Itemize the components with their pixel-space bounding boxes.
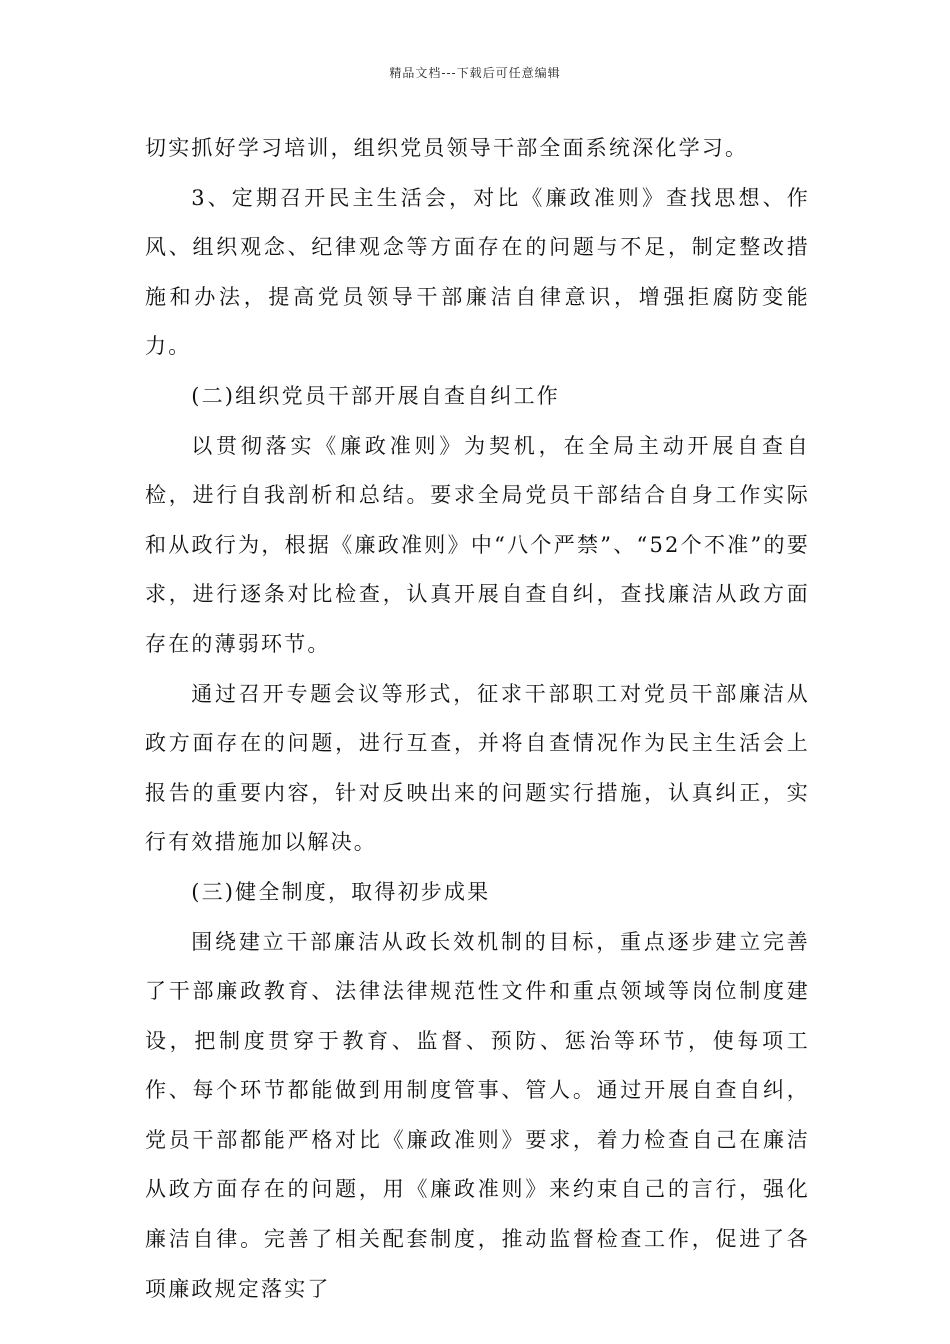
paragraph-2: 3、定期召开民主生活会，对比《廉政准则》查找思想、作风、组织观念、纪律观念等方面存在的问题与不足，制定整改措施和办法，提高党员领导干部廉洁自律意识，增强拒腐防变能力。 (145, 185, 810, 359)
paragraph-1: 切实抓好学习培训，组织党员领导干部全面系统深化学习。 (145, 136, 749, 160)
paragraph-5: 通过召开专题会议等形式，征求干部职工对党员干部廉洁从政方面存在的问题，进行互查，并将自查情况作为民主生活会上报告的重要内容，针对反映出来的问题实行措施，认真纠正，实行有效措施加以解决。 (145, 681, 810, 855)
paragraph-4: 以贯彻落实《廉政准则》为契机，在全局主动开展自查自检，进行自我剖析和总结。要求全局党员干部结合自身工作实际和从政行为，根据《廉政准则》中“八个严禁”、“52个不准”的要求，进行逐条对比检查，认真开展自查自纠，查找廉洁从政方面存在的薄弱环节。 (145, 433, 810, 656)
section-heading-2: (二)组织党员干部开展自查自纠工作 (191, 383, 560, 408)
section-heading-3: (三)健全制度，取得初步成果 (191, 879, 491, 904)
paragraph-7: 围绕建立干部廉洁从政长效机制的目标，重点逐步建立完善了干部廉政教育、法律法律规范性文件和重点领域等岗位制度建设，把制度贯穿于教育、监督、预防、惩治等环节，使每项工作、每个环节都能做到用制度管事、管人。通过开展自查自纠，党员干部都能严格对比《廉政准则》要求，着力检查自己在廉洁从政方面存在的问题，用《廉政准则》来约束自己的言行，强化廉洁自律。完善了相关配套制度，推动监督检查工作，促进了各项廉政规定落实了 (145, 929, 810, 1301)
document-body (145, 124, 810, 1314)
page-header: 精品文档---下载后可任意编辑 (389, 66, 561, 80)
